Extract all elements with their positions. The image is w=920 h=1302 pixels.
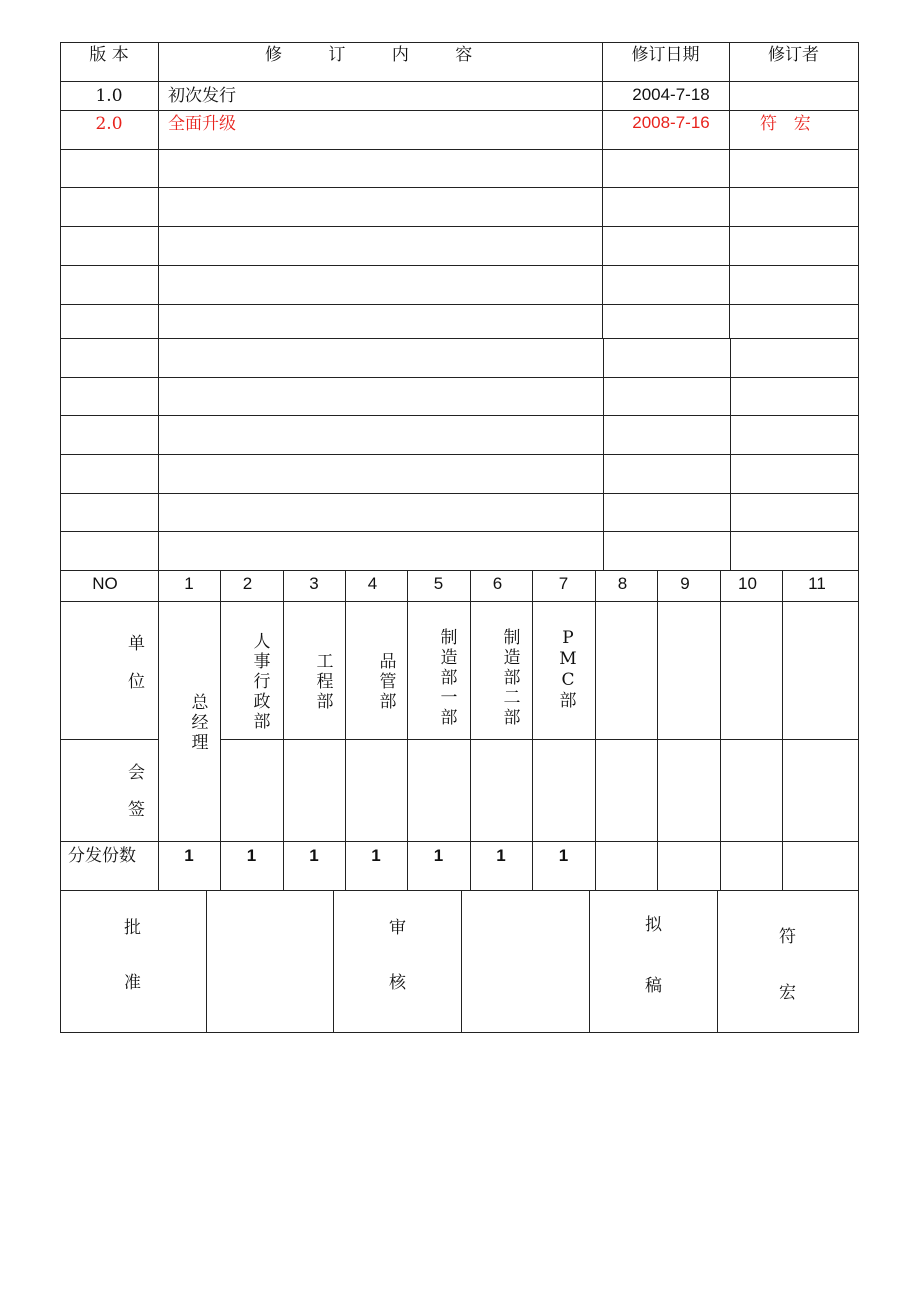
table-line — [60, 42, 859, 43]
table-line — [60, 110, 859, 111]
review-label: 审 — [389, 918, 406, 938]
table-line — [60, 304, 859, 305]
table-line — [595, 570, 596, 890]
row1-date: 2004-7-18 — [632, 85, 710, 104]
header-version: 版 本 — [89, 45, 129, 65]
table-line — [60, 493, 859, 494]
table-line — [60, 338, 859, 339]
table-line — [858, 42, 859, 570]
unit-name-general-manager: 总经理 — [191, 693, 209, 753]
draft-label: 拟 — [645, 915, 662, 935]
unit-name-pmc: PMC部 — [559, 628, 577, 711]
no-number: 5 — [433, 574, 444, 593]
header-date: 修订日期 — [631, 45, 700, 65]
header-content: 修 订 内 容 — [265, 45, 475, 65]
table-line — [283, 570, 284, 890]
unit-name-manufacturing-1: 制造部一部 — [440, 628, 458, 728]
approve-label: 批 — [124, 918, 141, 938]
table-line — [60, 454, 859, 455]
table-line — [60, 601, 859, 602]
header-reviser: 修订者 — [768, 45, 819, 65]
table-line — [717, 890, 718, 1033]
table-line — [333, 890, 334, 1033]
no-number: 11 — [808, 574, 826, 593]
table-line — [220, 570, 221, 890]
table-line — [60, 531, 859, 532]
copies-count: 1 — [184, 846, 194, 865]
table-line — [345, 570, 346, 890]
table-line — [60, 890, 61, 1033]
review-label: 核 — [389, 973, 406, 993]
table-line — [730, 338, 731, 570]
unit-label: 位 — [128, 672, 145, 692]
table-line — [60, 570, 859, 571]
row2-reviser: 符 宏 — [760, 114, 813, 134]
table-line — [60, 149, 859, 150]
table-line — [158, 570, 159, 890]
row2-date: 2008-7-16 — [632, 113, 710, 132]
copies-count: 1 — [558, 846, 569, 865]
no-number: 7 — [558, 574, 569, 593]
copies-count: 1 — [309, 846, 319, 865]
unit-name-manufacturing-2: 制造部 二部 — [503, 628, 521, 728]
table-line — [60, 739, 158, 740]
no-number: 2 — [242, 574, 253, 593]
row1-version: 1.0 — [95, 86, 123, 106]
drafter-name: 宏 — [779, 983, 796, 1003]
table-line — [60, 226, 859, 227]
no-number: 1 — [184, 574, 194, 593]
table-line — [60, 841, 859, 842]
no-number: 6 — [492, 574, 503, 593]
table-line — [60, 890, 859, 891]
no-number: 3 — [309, 574, 319, 593]
table-line — [461, 890, 462, 1033]
table-line — [220, 739, 859, 740]
no-number: 8 — [617, 574, 628, 593]
table-line — [657, 570, 658, 890]
no-number: 4 — [367, 574, 378, 593]
table-line — [858, 570, 859, 890]
table-line — [782, 570, 783, 890]
table-line — [60, 265, 859, 266]
no-number: 10 — [738, 574, 757, 593]
copies-count: 1 — [371, 846, 381, 865]
table-line — [60, 570, 61, 890]
table-line — [60, 415, 859, 416]
copies-count: 1 — [496, 846, 506, 865]
no-number: 9 — [680, 574, 690, 593]
sign-label: 签 — [128, 800, 145, 820]
row2-content: 全面升级 — [168, 114, 236, 134]
table-line — [407, 570, 408, 890]
table-line — [589, 890, 590, 1033]
table-line — [60, 1032, 859, 1033]
table-line — [60, 377, 859, 378]
row2-version: 2.0 — [95, 114, 123, 134]
copies-count: 1 — [433, 846, 444, 865]
unit-name-quality: 品管部 — [379, 652, 397, 712]
table-line — [720, 570, 721, 890]
drafter-name: 符 — [779, 927, 796, 947]
copies-count: 1 — [246, 846, 257, 865]
table-line — [470, 570, 471, 890]
table-line — [206, 890, 207, 1033]
unit-name-hr-admin: 人事行政部 — [253, 632, 271, 732]
unit-name-engineering: 工程部 — [316, 652, 334, 712]
table-line — [60, 81, 859, 82]
table-line — [603, 338, 604, 570]
table-line — [60, 187, 859, 188]
table-line — [858, 890, 859, 1033]
table-line — [158, 42, 159, 570]
no-label: NO — [92, 574, 118, 593]
table-line — [532, 570, 533, 890]
unit-label: 单 — [128, 634, 145, 654]
approve-label: 准 — [124, 973, 141, 993]
row1-content: 初次发行 — [168, 86, 236, 106]
draft-label: 稿 — [645, 976, 662, 996]
sign-label: 会 — [128, 763, 145, 783]
copies-label: 分发份数 — [68, 846, 136, 866]
